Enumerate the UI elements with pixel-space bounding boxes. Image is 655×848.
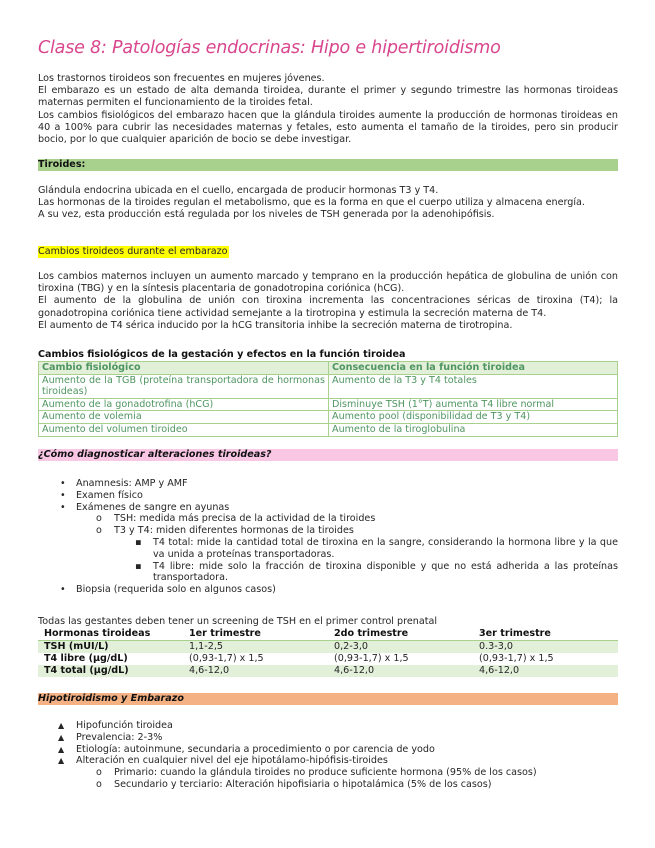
tiroides-heading: Tiroides:	[38, 159, 618, 171]
table-header-cell: 1er trimestre	[183, 628, 328, 641]
list-item: ▲ Alteración en cualquier nivel del eje hipotálamo-hipófisis-tiroides	[58, 755, 388, 767]
table-header-cell: 3er trimestre	[473, 628, 618, 641]
diagnosis-heading: ¿Cómo diagnosticar alteraciones tiroideas?	[38, 449, 618, 461]
table-header-row	[39, 362, 618, 375]
table-cell: TSH (mUI/L)	[38, 641, 183, 654]
list-item: o Secundario y terciario: Alteración hipofisiaria o hipotalámica (5% de los casos)	[96, 778, 492, 790]
table-header-cell: Hormonas tiroideas	[38, 628, 183, 641]
circle-bullet-icon: o	[96, 513, 102, 525]
table-cell: (0,93-1,7) x 1,5	[189, 653, 264, 664]
changes-table-block	[38, 349, 618, 437]
table-cell: Disminuye TSH (1°T) aumenta T4 libre normal	[329, 398, 618, 411]
bullet-icon: •	[60, 584, 66, 596]
circle-bullet-icon: o	[96, 767, 102, 779]
circle-bullet-icon: o	[96, 525, 102, 537]
circle-bullet-icon: o	[96, 778, 102, 790]
cambios-paragraph: Los cambios maternos incluyen un aumento marcado y temprano en la producción hepática de globulina de unión con tiroxina (TBG) y en la síntesis placentaria de gonadotropina coriónica (hCG).	[38, 271, 618, 295]
list-item: o T3 y T4: miden diferentes hormonas de la tiroides	[96, 525, 354, 537]
table-header-cell: 2do trimestre	[328, 628, 473, 641]
intro-paragraph: Los cambios fisiológicos del embarazo hacen que la glándula tiroides aumente la producción de hormonas tiroideas en 40 a 100% para cubrir las necesidades maternas y fetales, esto aumenta el tamaño de la tiroides, pero sin producir bocio, por lo que cualquier aparición de bocio se debe investigar.	[38, 109, 618, 146]
table-cell: T4 libre (µg/dL)	[44, 653, 128, 664]
triangle-bullet-icon: ▲	[58, 732, 65, 742]
table-cell: (0,93-1,7) x 1,5	[334, 653, 409, 664]
list-item: • Anamnesis: AMP y AMF	[60, 478, 188, 489]
table-cell: Aumento de volemia	[39, 411, 329, 424]
table-header-cell: Consecuencia en la función tiroidea	[329, 362, 618, 375]
table-cell: 0,2-3,0	[328, 641, 473, 654]
table-row	[39, 374, 618, 398]
table-cell: Aumento de la TGB (proteína transportadora de hormonas tiroideas)	[39, 374, 329, 398]
list-item: o TSH: medida más precisa de la actividad de la tiroides	[96, 513, 376, 525]
tiroides-paragraph: A su vez, esta producción está regulada por los niveles de TSH generada por la adenohipófisis.	[38, 209, 495, 221]
table-header-row	[38, 628, 618, 641]
table-cell: T4 total (µg/dL)	[38, 665, 183, 677]
tiroides-section	[38, 185, 618, 222]
tiroides-paragraph: Glándula endocrina ubicada en el cuello, encargada de producir hormonas T3 y T4.	[38, 185, 439, 196]
cambios-paragraph: El aumento de T4 sérica inducido por la hCG transitoria inhibe la secreción materna de tirotropina.	[38, 319, 513, 331]
table-cell: 1,1-2,5	[183, 641, 328, 654]
intro-paragraph: El embarazo es un estado de alta demanda tiroidea, durante el primer y segundo trimestre las hormonas tiroideas maternas permiten el funcionamiento de la tiroides fetal.	[38, 85, 618, 109]
intro-paragraph: Los trastornos tiroideos son frecuentes en mujeres jóvenes.	[38, 73, 325, 84]
table-cell: Aumento de la tiroglobulina	[329, 423, 618, 436]
list-item: o Primario: cuando la glándula tiroides no produce suficiente hormona (95% de los casos)	[96, 767, 537, 779]
hormone-table	[38, 628, 618, 677]
page-title: Clase 8: Patologías endocrinas: Hipo e hipertiroidismo	[38, 38, 501, 58]
bullet-icon: •	[60, 489, 66, 501]
table-cell: (0,93-1,7) x 1,5	[479, 653, 554, 664]
table-row	[39, 423, 618, 436]
table-cell: Aumento de la gonadotrofina (hCG)	[39, 398, 329, 411]
bullet-icon: •	[60, 501, 66, 513]
table-row	[39, 411, 618, 424]
changes-table	[38, 361, 618, 437]
table-row	[38, 653, 618, 665]
screening-text: Todas las gestantes deben tener un screening de TSH en el primer control prenatal	[38, 616, 438, 627]
list-item: • Exámenes de sangre en ayunas	[60, 501, 230, 513]
table-cell: 0.3-3,0	[473, 641, 618, 654]
list-item: ▲ Prevalencia: 2-3%	[58, 731, 163, 743]
hipotiroidismo-heading: Hipotiroidismo y Embarazo	[38, 693, 618, 705]
cambios-section	[38, 271, 618, 332]
list-item: ▪ T4 total: mide la cantidad total de tiroxina en la sangre, considerando la hormona libre y la que va unida a proteínas transportadoras.	[135, 536, 618, 560]
cambios-heading: Cambios tiroideos durante el embarazo	[38, 246, 228, 257]
square-bullet-icon: ▪	[135, 536, 142, 548]
table-cell: 4,6-12,0	[328, 665, 473, 677]
triangle-bullet-icon: ▲	[58, 744, 65, 754]
bullet-icon: •	[60, 478, 66, 489]
table-row	[39, 398, 618, 411]
tiroides-paragraph: Las hormonas de la tiroides regulan el metabolismo, que es la forma en que el cuerpo utiliza y almacena energía.	[38, 197, 585, 209]
list-item: ▪ T4 libre: mide solo la fracción de tiroxina disponible y que no está adherida a las proteínas transportadora.	[135, 560, 618, 584]
intro-section	[38, 73, 618, 146]
diagnosis-list	[38, 478, 618, 596]
triangle-bullet-icon: ▲	[58, 756, 65, 766]
table-cell: 4,6-12,0	[473, 665, 618, 677]
table-cell: Aumento de la T3 y T4 totales	[329, 374, 618, 398]
table-cell: Aumento del volumen tiroideo	[39, 423, 329, 436]
square-bullet-icon: ▪	[135, 560, 142, 572]
table-caption: Cambios fisiológicos de la gestación y efectos en la función tiroidea	[38, 349, 406, 360]
list-item: • Examen físico	[60, 489, 143, 501]
cambios-paragraph: El aumento de la globulina de unión con tiroxina incrementa las concentraciones séricas de tiroxina (T4); la gonadotropina coriónica tiene actividad semejante a la tirotropina y estimula la secreción materna de T4.	[38, 295, 618, 319]
table-cell: 4,6-12,0	[183, 665, 328, 677]
table-row	[38, 641, 618, 654]
list-item: ▲ Hipofunción tiroidea	[58, 720, 173, 731]
table-row	[38, 665, 618, 677]
list-item: • Biopsia (requerida solo en algunos casos)	[60, 584, 276, 596]
table-cell: Aumento pool (disponibilidad de T3 y T4)	[329, 411, 618, 424]
table-header-cell: Cambio fisiológico	[39, 362, 329, 375]
hipotiroidismo-list	[38, 720, 618, 791]
triangle-bullet-icon: ▲	[58, 721, 65, 730]
list-item: ▲ Etiología: autoinmune, secundaria a procedimiento o por carencia de yodo	[58, 743, 435, 755]
